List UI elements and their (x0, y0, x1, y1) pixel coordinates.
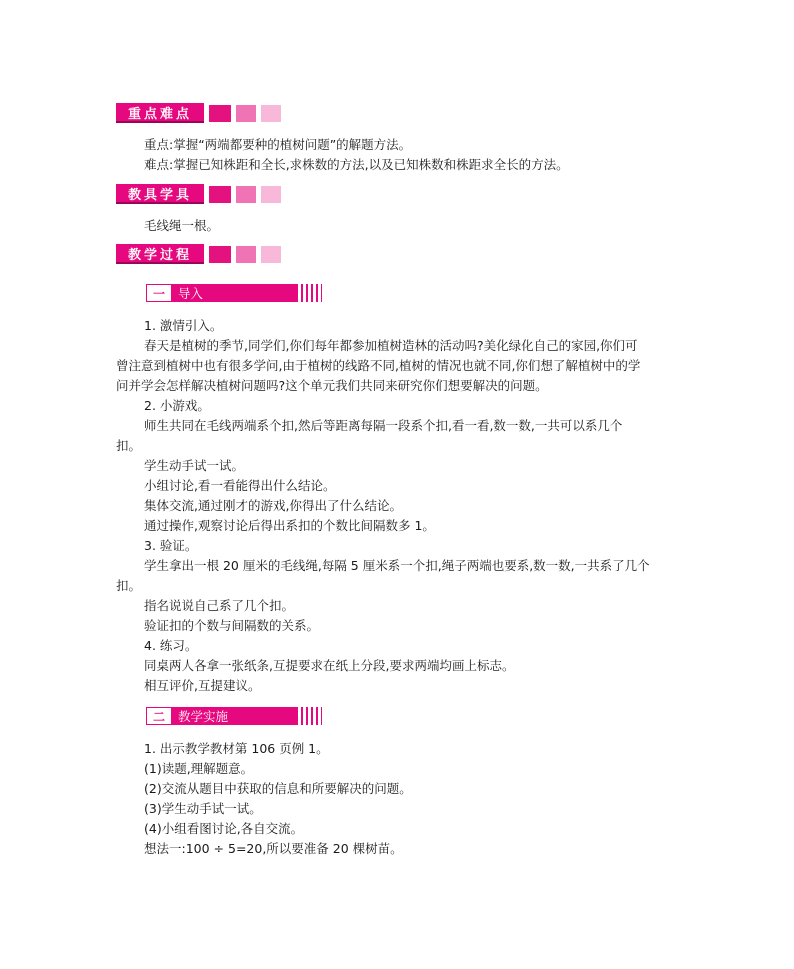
text-line: 毛线绳一根。 (144, 218, 220, 233)
subsection-header-teaching (146, 707, 322, 725)
decor-square (236, 186, 256, 203)
subsection-number: 二 (146, 707, 172, 725)
decor-square (261, 105, 281, 122)
text-line: 指名说说自己系了几个扣。 (144, 598, 295, 613)
text-line: (3)学生动手试一试。 (144, 801, 262, 816)
decor-square (236, 105, 256, 122)
text-line: (1)读题,理解题意。 (144, 761, 254, 776)
section-header-tools (116, 184, 281, 204)
decor-stripes (296, 284, 322, 302)
text-line: (4)小组看图讨论,各自交流。 (144, 821, 304, 836)
text-line: (2)交流从题目中获取的信息和所要解决的问题。 (144, 781, 412, 796)
subsection-header-intro (146, 284, 322, 302)
text-line: 2. 小游戏。 (144, 398, 210, 413)
text-line: 1. 激情引入。 (144, 318, 223, 333)
subsection-number: 一 (146, 284, 172, 302)
text-line: 重点:掌握“两端都要种的植树问题”的解题方法。 (144, 137, 412, 152)
decor-square (261, 246, 281, 263)
decor-square (209, 246, 231, 263)
text-line: 集体交流,通过刚才的游戏,你得出了什么结论。 (144, 498, 402, 513)
decor-square (261, 186, 281, 203)
text-line: 小组讨论,看一看能得出什么结论。 (144, 478, 336, 493)
section-label: 教学过程 (116, 244, 204, 264)
text-line: 相互评价,互提建议。 (144, 678, 261, 693)
subsection-title: 教学实施 (172, 707, 296, 725)
text-line: 4. 练习。 (144, 638, 198, 653)
text-line: 验证扣的个数与间隔数的关系。 (144, 618, 320, 633)
text-line: 1. 出示教学教材第 106 页例 1。 (144, 741, 329, 756)
text-line: 难点:掌握已知株距和全长,求株数的方法,以及已知株数和株距求全长的方法。 (144, 157, 569, 172)
text-line: 同桌两人各拿一张纸条,互提要求在纸上分段,要求两端均画上标志。 (144, 658, 515, 673)
text-line: 3. 验证。 (144, 538, 198, 553)
text-line: 问并学会怎样解决植树问题吗?这个单元我们共同来研究你们想要解决的问题。 (116, 378, 548, 393)
text-line: 学生动手试一试。 (144, 458, 245, 473)
text-line: 师生共同在毛线两端系个扣,然后等距离每隔一段系个扣,看一看,数一数,一共可以系几个 (144, 418, 623, 433)
text-line: 想法一:100 ÷ 5=20,所以要准备 20 棵树苗。 (144, 841, 403, 856)
text-line: 曾注意到植树中也有很多学问,由于植树的线路不同,植树的情况也就不同,你们想了解植树中的学 (116, 358, 641, 373)
section-label: 重点难点 (116, 103, 204, 123)
text-line: 学生拿出一根 20 厘米的毛线绳,每隔 5 厘米系一个扣,绳子两端也要系,数一数,一共系了几个 (144, 558, 650, 573)
text-line: 扣。 (116, 578, 142, 593)
decor-stripes (296, 707, 322, 725)
text-line: 春天是植树的季节,同学们,你们每年都参加植树造林的活动吗?美化绿化自己的家园,你们可 (144, 338, 638, 353)
section-header-focus (116, 103, 281, 123)
decor-square (209, 105, 231, 122)
text-line: 扣。 (116, 438, 142, 453)
decor-square (236, 246, 256, 263)
decor-square (209, 186, 231, 203)
section-label: 教具学具 (116, 184, 204, 204)
section-header-process (116, 244, 281, 264)
subsection-title: 导入 (172, 284, 296, 302)
text-line: 通过操作,观察讨论后得出系扣的个数比间隔数多 1。 (144, 518, 435, 533)
